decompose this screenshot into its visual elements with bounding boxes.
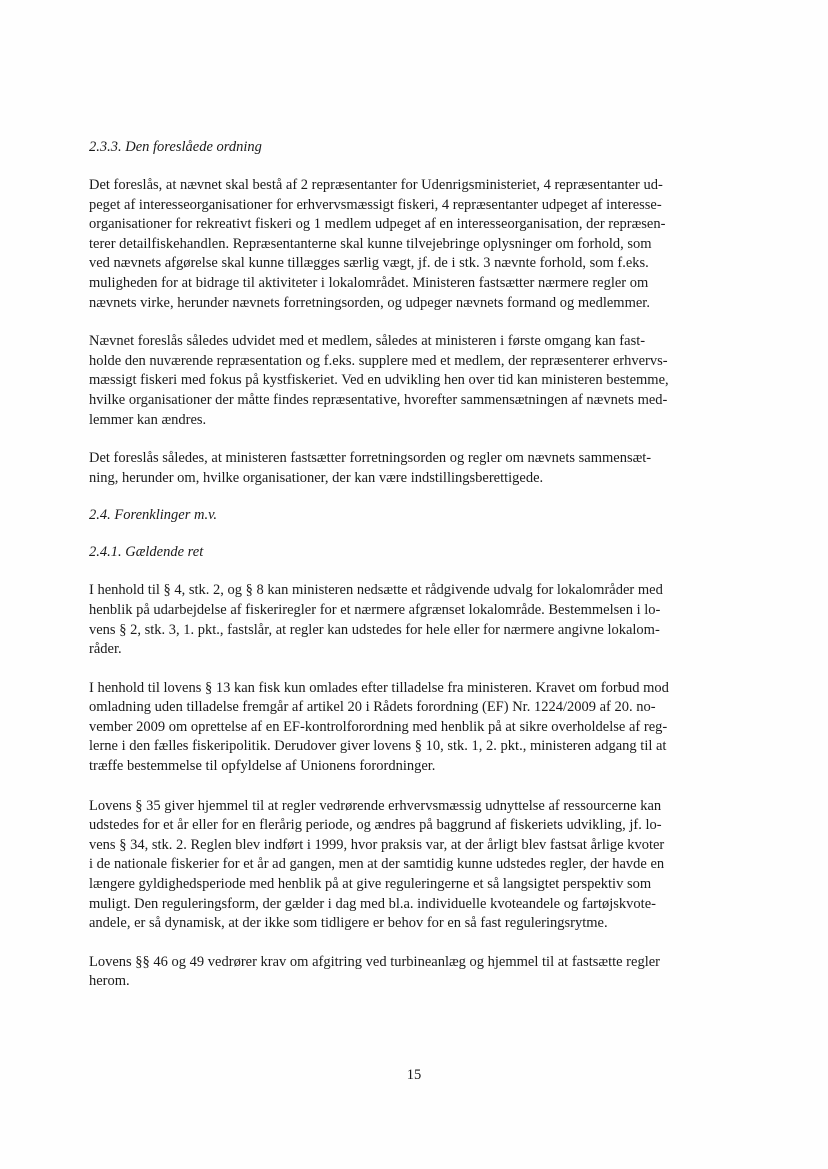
text-line: holde den nuværende repræsentation og f.eks. supplere med et medlem, der repræsenterer erhvervs- [89,352,668,369]
paragraph [89,176,734,313]
paragraph [89,797,734,934]
text-line: nævnets virke, herunder nævnets forretningsorden, og udpeger nævnets formand og medlemmer. [89,294,650,311]
text-line: henblik på udarbejdelse af fiskeriregler for et nærmere afgrænset lokalområde. Bestemmelsen i lo- [89,601,661,618]
text-line: lerne i den fælles fiskeripolitik. Derudover giver lovens § 10, stk. 1, 2. pkt., ministeren adgang til at [89,738,667,755]
text-line: hvilke organisationer der måtte findes repræsentative, hvorefter sammensætningen af nævnets med- [89,391,668,408]
paragraph [89,581,734,659]
paragraph [89,449,734,488]
text-line: terer detailfiskehandlen. Repræsentanterne skal kunne tilvejebringe oplysninger om forhold, som [89,235,652,252]
text-line: i de nationale fiskerier for et år ad gangen, men at der samtidig kunne udstedes regler, der havde en [89,856,665,873]
text-line: Lovens §§ 46 og 49 vedrører krav om afgitring ved turbineanlæg og hjemmel til at fastsætte regler [89,953,660,970]
text-line: råder. [89,641,122,658]
paragraph [89,953,734,992]
page-number: 15 [406,1067,422,1083]
text-line: I henhold til lovens § 13 kan fisk kun omlades efter tilladelse fra ministeren. Kravet om forbud mod [89,679,669,696]
text-line: muligheden for at bidrage til aktiviteter i lokalområdet. Ministeren fastsætter nærmere regler om [89,274,649,291]
text-line: herom. [89,973,130,990]
text-line: andele, er så dynamisk, at der ikke som tidligere er behov for en så fast reguleringsrytme. [89,915,608,932]
text-line: Lovens § 35 giver hjemmel til at regler vedrørende erhvervsmæssig udnyttelse af ressourcerne kan [89,797,662,814]
page-content [89,138,734,992]
text-line: I henhold til § 4, stk. 2, og § 8 kan ministeren nedsætte et rådgivende udvalg for lokalområder med [89,582,663,599]
text-line: Det foreslås, at nævnet skal bestå af 2 repræsentanter for Udenrigsministeriet, 4 repræsentanter ud- [89,177,663,193]
text-line: Nævnet foreslås således udvidet med et medlem, således at ministeren i første omgang kan fast- [89,333,646,350]
paragraph [89,332,734,430]
text-line: træffe bestemmelse til opfyldelse af Unionens forordninger. [89,758,436,775]
paragraph [89,679,734,777]
text-line: mæssigt fiskeri med fokus på kystfiskeriet. Ved en udvikling hen over tid kan ministeren bestemme, [89,372,669,389]
text-line: vember 2009 om oprettelse af en EF-kontrolforordning med henblik på at sikre overholdelse af reg- [89,718,668,735]
section-heading-2-4-1: 2.4.1. Gældende ret [89,544,204,561]
text-line: Det foreslås således, at ministeren fastsætter forretningsorden og regler om nævnets sammensæt- [89,450,652,467]
text-line: ning, herunder om, hvilke organisationer, der kan være indstillingsberettigede. [89,469,544,486]
text-line: muligt. Den reguleringsform, der gælder i dag med bl.a. individuelle kvoteandele og fartøjskvote- [89,895,656,912]
text-line: vens § 34, stk. 2. Reglen blev indført i 1999, hvor praksis var, at der årligt blev fastsat årlige kvoter [89,836,665,853]
text-line: peget af interesseorganisationer for erhvervsmæssigt fiskeri, 4 repræsentanter udpeget af interesse- [89,196,662,213]
section-heading-2-3-3: 2.3.3. Den foreslåede ordning [89,139,262,155]
text-line: organisationer for rekreativt fiskeri og 1 medlem udpeget af en interesseorganisation, der repræsen- [89,216,666,233]
text-line: omladning uden tilladelse fremgår af artikel 20 i Rådets forordning (EF) Nr. 1224/2009 af 20. no- [89,699,656,716]
text-line: lemmer kan ændres. [89,411,207,428]
text-line: ved nævnets afgørelse skal kunne tillægges særlig vægt, jf. de i stk. 3 nævnte forhold, som f.eks. [89,255,649,272]
section-heading-2-4: 2.4. Forenklinger m.v. [89,507,218,524]
text-line: udstedes for et år eller for en flerårig periode, og ændres på baggrund af fiskeriets udvikling, jf. lo- [89,817,662,834]
text-line: vens § 2, stk. 3, 1. pkt., fastslår, at regler kan udstedes for hele eller for nærmere angivne lokalom- [89,621,660,638]
text-line: længere gyldighedsperiode med henblik på at give reguleringerne et så langsigtet perspektiv som [89,876,652,893]
